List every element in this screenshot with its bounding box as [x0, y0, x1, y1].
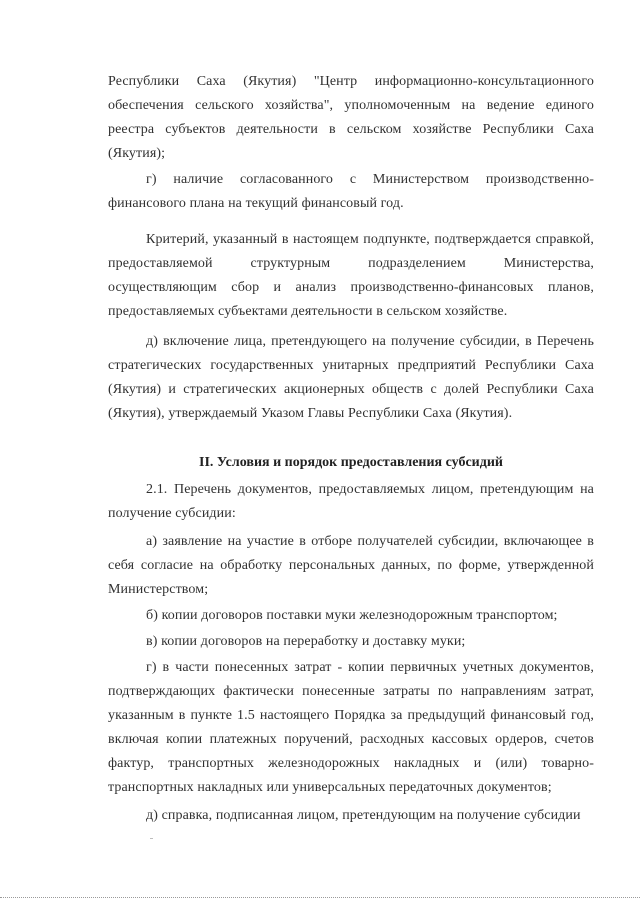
paragraph-registry: Республики Саха (Якутия) "Центр информационно-консультационного обеспечения сельского хозяйства", уполномоченным на ведение единого реестра субъектов деятельности в сельском хозяйстве Республики Саха (Якутия);: [108, 74, 594, 161]
paragraph-item-d2: д) справка, подписанная лицом, претендующим на получение субсидии: [146, 808, 581, 823]
paragraph-criterion: Критерий, указанный в настоящем подпункте, подтверждается справкой, предоставляемой структурным подразделением Министерства, осуществляющим сбор и анализ производственно-финансовых планов, предоставляемых субъектами деятельности в сельском хозяйстве.: [108, 232, 594, 319]
paragraph-item-g2: г) в части понесенных затрат - копии первичных учетных документов, подтверждающих фактически понесенные затраты по направлениям затрат, указанным в пункте 1.5 настоящего Порядка за предыдущий финансовый год, включая копии платежных поручений, расходных кассовых ордеров, счетов фактур, транспортных железнодорожных накладных и (или) товарно-транспортных накладных или универсальных передаточных документов;: [108, 660, 594, 795]
page-bottom-edge: [0, 897, 640, 898]
paragraph-item-a: а) заявление на участие в отборе получателей субсидии, включающее в себя согласие на обработку персональных данных, по форме, утвержденной Министерством;: [108, 534, 594, 597]
paragraph-item-g: г) наличие согласованного с Министерством производственно-финансового плана на текущий финансовый год.: [108, 172, 594, 211]
paragraph-item-v: в) копии договоров на переработку и доставку муки;: [146, 634, 466, 649]
paragraph-item-d: д) включение лица, претендующего на получение субсидии, в Перечень стратегических государственных унитарных предприятий Республики Саха (Якутия) и стратегических акционерных обществ с долей Республики Саха (Якутия), утверждаемый Указом Главы Республики Саха (Якутия).: [108, 334, 594, 421]
scan-speck: [150, 838, 153, 839]
paragraph-item-b: б) копии договоров поставки муки железнодорожным транспортом;: [146, 608, 558, 623]
paragraph-2-1: 2.1. Перечень документов, предоставляемых лицом, претендующим на получение субсидии:: [108, 482, 594, 521]
section-heading: II. Условия и порядок предоставления субсидий: [199, 455, 503, 470]
